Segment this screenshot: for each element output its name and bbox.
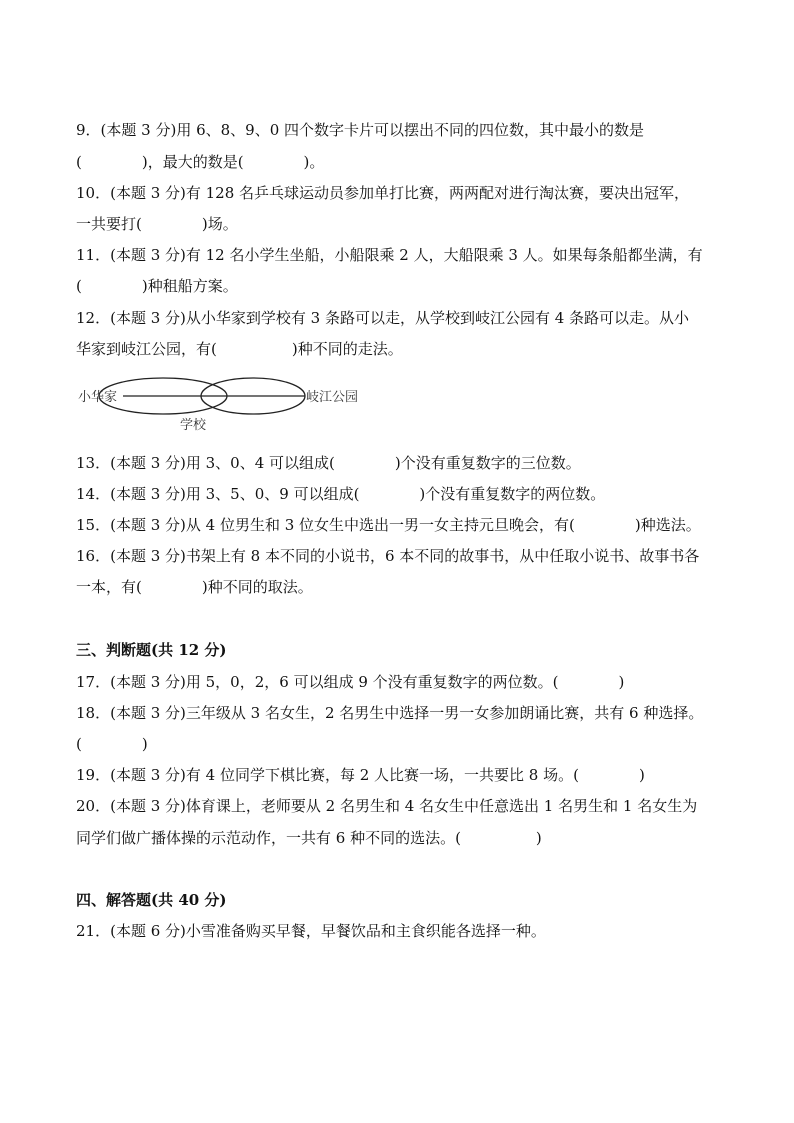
school-label: 学校: [180, 418, 207, 433]
question-21: 21．(本题 6 分)小雪准备购买早餐，早餐饮品和主食织能各选择一种。: [76, 922, 546, 940]
question-12-line-1: 12．(本题 3 分)从小华家到学校有 3 条路可以走，从学校到岐江公园有 4 条路可以走。从小: [76, 309, 690, 327]
question-15: 15．(本题 3 分)从 4 位男生和 3 位女生中选出一男一女主持元旦晚会，有( )种选法。: [76, 516, 701, 534]
question-16-line-1: 16．(本题 3 分)书架上有 8 本不同的小说书，6 本不同的故事书，从中任取小说书、故事书各: [76, 547, 700, 565]
question-17: 17．(本题 3 分)用 5，0，2，6 可以组成 9 个没有重复数字的两位数。( ): [76, 673, 625, 691]
question-20-line-2: 同学们做广播体操的示范动作，一共有 6 种不同的选法。( ): [76, 829, 542, 847]
question-11-line-2: ( )种租船方案。: [76, 277, 238, 295]
section-3-heading: 三、判断题(共 12 分): [76, 641, 227, 659]
question-11-line-1: 11．(本题 3 分)有 12 名小学生坐船，小船限乘 2 人，大船限乘 3 人。如果每条船都坐满，有: [76, 246, 703, 264]
home-label: 小华家: [78, 390, 118, 405]
question-10-line-1: 10．(本题 3 分)有 128 名乒乓球运动员参加单打比赛，两两配对进行淘汰赛，要决出冠军，: [76, 184, 690, 202]
question-9-line-2: ( )，最大的数是( )。: [76, 153, 325, 171]
question-18-line-1: 18．(本题 3 分)三年级从 3 名女生，2 名男生中选择一男一女参加朗诵比赛，共有 6 种选择。: [76, 704, 704, 722]
question-16-line-2: 一本，有( )种不同的取法。: [76, 578, 313, 596]
park-label: 岐江公园: [306, 390, 359, 405]
section-4-heading: 四、解答题(共 40 分): [76, 891, 227, 909]
question-10-line-2: 一共要打( )场。: [76, 215, 238, 233]
question-18-line-2: ( ): [76, 735, 148, 753]
question-9-line-1: 9．(本题 3 分)用 6、8、9、0 四个数字卡片可以摆出不同的四位数，其中最小的数是: [76, 121, 645, 139]
question-14: 14．(本题 3 分)用 3、5、0、9 可以组成( )个没有重复数字的两位数。: [76, 485, 606, 503]
question-20-line-1: 20．(本题 3 分)体育课上，老师要从 2 名男生和 4 名女生中任意选出 1 名男生和 1 名女生为: [76, 797, 698, 815]
question-12-line-2: 华家到岐江公园，有( )种不同的走法。: [76, 340, 403, 358]
question-13: 13．(本题 3 分)用 3、0、4 可以组成( )个没有重复数字的三位数。: [76, 454, 581, 472]
question-19: 19．(本题 3 分)有 4 位同学下棋比赛，每 2 人比赛一场，一共要比 8 场。( ): [76, 766, 645, 784]
route-diagram: [76, 370, 376, 436]
